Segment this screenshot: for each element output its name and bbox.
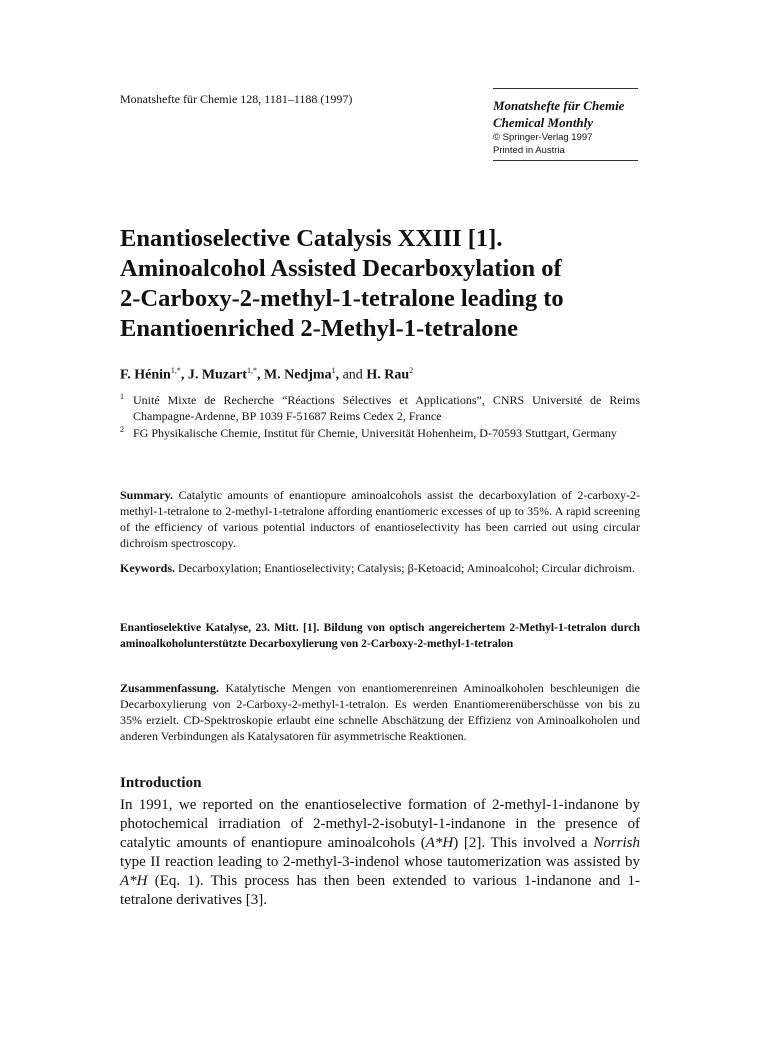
- affiliations: [120, 392, 640, 442]
- intro-text-4: (Eq. 1). This process has then been extended to various 1-indanone and 1-tetralone derivatives [3].: [120, 873, 640, 908]
- intro-text-1: In 1991, we reported on the enantioselective formation of 2-methyl-1-indanone by photochemical irradiation of 2-methyl-2-isobutyl-1-indanone in the presence of catalytic amounts of enantiopure aminoalcohols (: [120, 797, 640, 851]
- zusammenfassung-paragraph: [120, 680, 640, 744]
- intro-ah-1: A*H: [425, 835, 454, 851]
- bottom-rule: [493, 160, 638, 161]
- affiliation-1-text: Unité Mixte de Recherche “Réactions Sélectives et Applications”, CNRS Université de Reims Champagne-Ardenne, BP 1039 F-51687 Reims Cedex 2, France: [133, 393, 640, 423]
- introduction-heading: Introduction: [120, 775, 202, 791]
- keywords-paragraph: [120, 560, 640, 576]
- keywords-text: Decarboxylation; Enantioselectivity; Catalysis; β-Ketoacid; Aminoalcohol; Circular dichroism.: [175, 561, 635, 575]
- summary-text: Catalytic amounts of enantiopure aminoalcohols assist the decarboxylation of 2-carboxy-2-methyl-1-tetralone to 2-methyl-1-tetralone affording enantiomeric excesses of up to 35%. A rapid screening of the efficiency of various potential inductors of enantioselectivity has been carried out using circular dichroism spectroscopy.: [120, 488, 640, 550]
- intro-text-3: type II reaction leading to 2-methyl-3-indenol whose tautomerization was assisted by: [120, 854, 640, 870]
- intro-text-2: ) [2]. This involved a: [453, 835, 594, 851]
- title-line-3: 2-Carboxy-2-methyl-1-tetralone leading to: [120, 285, 564, 312]
- author-4: H. Rau: [366, 367, 410, 383]
- journal-name: Monatshefte für Chemie: [493, 98, 625, 113]
- author-3: M. Nedjma: [263, 367, 332, 383]
- affiliation-2-text: FG Physikalische Chemie, Institut für Chemie, Universität Hohenheim, D-70593 Stuttgart, Germany: [133, 426, 617, 440]
- author-4-sup: 2: [409, 366, 414, 375]
- keywords-label: Keywords.: [120, 561, 175, 575]
- journal-box: [493, 88, 638, 161]
- copyright: © Springer-Verlag 1997: [493, 132, 593, 143]
- title-line-1: Enantioselective Catalysis XXIII [1].: [120, 225, 503, 252]
- zusammenfassung-label: Zusammenfassung.: [120, 681, 220, 695]
- author-separator: ,: [256, 367, 264, 383]
- title-line-2: Aminoalcohol Assisted Decarboxylation of: [120, 255, 562, 282]
- german-title: Enantioselektive Katalyse, 23. Mitt. [1]. Bildung von optisch angereichertem 2-Methyl-1-tetralon durch aminoalkoholunterstützte Decarboxylierung von 2-Carboxy-2-methyl-1-tetralon: [120, 622, 640, 650]
- affiliation-2: [120, 425, 640, 441]
- author-3-sup: 1: [331, 366, 336, 375]
- intro-ah-2: A*H: [120, 873, 148, 889]
- summary-paragraph: [120, 487, 640, 551]
- introduction-paragraph: [120, 796, 640, 910]
- affiliation-1-number: 1: [120, 392, 124, 401]
- affiliation-2-number: 2: [120, 425, 124, 434]
- author-2-sup: 1,*: [246, 366, 257, 375]
- top-rule: [493, 88, 638, 89]
- and-word: and: [342, 367, 363, 383]
- author-list: [120, 366, 413, 384]
- intro-norrish: Norrish: [593, 835, 640, 851]
- author-2: J. Muzart: [187, 367, 247, 383]
- author-1: F. Hénin: [120, 367, 171, 383]
- author-1-sup: 1,*: [170, 366, 181, 375]
- journal-citation: Monatshefte für Chemie 128, 1181–1188 (1997): [120, 92, 353, 106]
- affiliation-1: [120, 392, 640, 424]
- zusammenfassung-text: Katalytische Mengen von enantiomerenreinen Aminoalkoholen beschleunigen die Decarboxylierung von 2-Carboxy-2-methyl-1-tetralon. Es werden Enantiomerenüberschüsse von bis zu 35% erzielt. CD-Spektroskopie erlaubt eine schnelle Abschätzung der Effizienz von Aminoalkoholen und anderen Verbindungen als Katalysatoren für asymmetrische Reaktionen.: [120, 681, 640, 743]
- paper-title: [120, 224, 640, 344]
- title-line-4: Enantioenriched 2-Methyl-1-tetralone: [120, 315, 519, 342]
- journal-english-name: Chemical Monthly: [493, 115, 594, 130]
- summary-label: Summary.: [120, 488, 174, 502]
- author-separator: ,: [335, 367, 343, 383]
- author-separator: ,: [180, 367, 188, 383]
- printed-in: Printed in Austria: [493, 145, 565, 156]
